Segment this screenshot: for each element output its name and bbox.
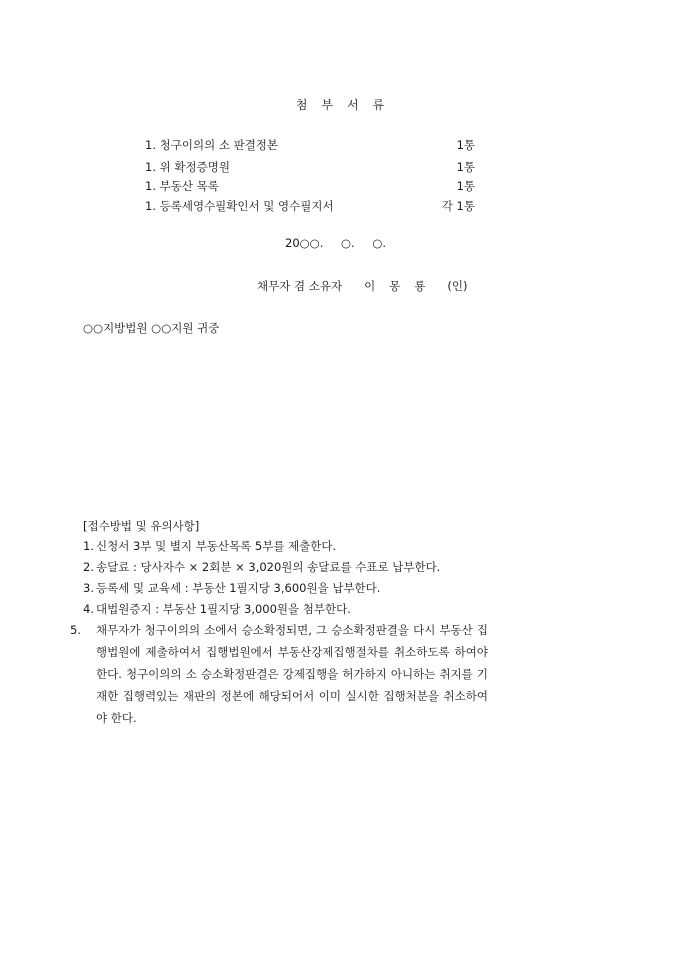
document-title: 첨부서류: [295, 98, 399, 112]
attachment-item: [145, 198, 475, 214]
note-text: 대법원증지 : 부동산 1필지당 3,000원을 첨부한다.: [96, 602, 351, 616]
notes-heading: [접수방법 및 유의사항]: [83, 519, 200, 533]
note-number: 4.: [83, 602, 94, 616]
note-item: [83, 577, 488, 599]
attachment-label: 1. 청구이의의 소 판결정본: [145, 138, 279, 152]
addressee: ○○지방법원 ○○지원 귀중: [83, 321, 220, 335]
note-text: 등록세 및 교육세 : 부동산 1필지당 3,600원을 납부한다.: [96, 581, 381, 595]
attachment-quantity: 1통: [456, 160, 475, 174]
attachment-label: 1. 위 확정증명원: [145, 160, 230, 174]
note-item: [83, 535, 488, 557]
attachment-item: [145, 178, 475, 194]
attachment-quantity: 1통: [456, 138, 475, 152]
note-number: 2.: [83, 560, 94, 574]
attachment-label: 1. 부동산 목록: [145, 179, 219, 193]
attachment-item: [145, 159, 475, 175]
note-item: [83, 598, 488, 620]
note-item: [70, 619, 488, 729]
attachment-quantity: 1통: [456, 179, 475, 193]
note-text: 송달료 : 당사자수 × 2회분 × 3,020원의 송달료를 수표로 납부한다.: [96, 560, 441, 574]
note-number: 1.: [83, 539, 94, 553]
signer-role: 채무자 겸 소유자: [257, 279, 343, 293]
attachment-label: 1. 등록세영수필확인서 및 영수필지서: [145, 199, 334, 213]
document-date: 20○○. ○. ○.: [285, 236, 387, 250]
attachment-quantity: 각 1통: [441, 199, 475, 213]
seal-mark: (인): [447, 279, 468, 293]
note-number: 5.: [70, 623, 81, 637]
note-number: 3.: [83, 581, 94, 595]
signature-line: [257, 278, 468, 294]
note-item: [83, 556, 488, 578]
note-text: 채무자가 청구이의의 소에서 승소확정되면, 그 승소확정판결을 다시 부동산 집행법원에 제출하여서 집행법원에서 부동산강제집행절차를 취소하도록 하여야 한다. 청구이의의 소 승소확정판결은 강제집행을 허가하지 아니하는 취지를 기재한 집행력있는 재판의 정본에 해당되어서 이미 실시한 집행처분을 취소하여야 한다.: [96, 623, 488, 725]
signer-name: 이몽룡: [364, 279, 440, 293]
note-text: 신청서 3부 및 별지 부동산목록 5부를 제출한다.: [96, 539, 337, 553]
attachment-item: [145, 137, 475, 153]
